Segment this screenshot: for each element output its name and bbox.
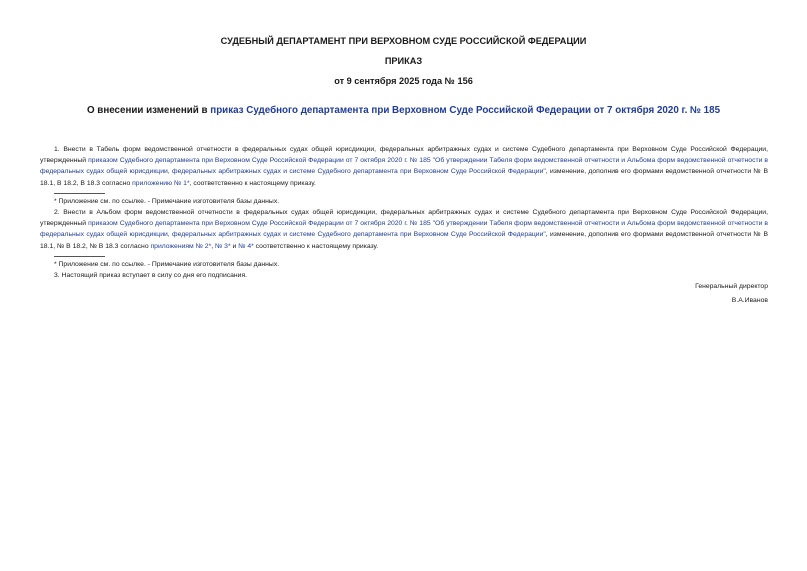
item-1-text-c: , соответственно к настоящему приказу. [189,179,316,187]
item-2-appendix-3-link[interactable]: № 3* [215,242,231,250]
signature-name: В.А.Иванов [731,297,768,304]
item-2-appendix-2-link[interactable]: приложениям № 2* [150,242,212,250]
date-number-heading: от 9 сентября 2025 года № 156 [334,76,473,86]
doc-title-link[interactable]: приказ Судебного департамента при Верховном Суде Российской Федерации от 7 октября 2020 г. № 185 [210,105,721,116]
footnote-separator-2 [54,256,105,257]
item-1-paragraph [40,144,768,189]
signature-position: Генеральный директор [695,283,768,290]
item-2-text-b: , изменение, дополнив его формами ведомственной отчетности № В 18.1, № В 18.2, № В 18.3 согласно [40,231,768,250]
item-1-order-link[interactable]: приказом Судебного департамента при Верховном Суде Российской Федерации от 7 октября 2020 г. № 185 "Об утверждении Табеля форм ведомственной отчетности и Альбома форм ведомственной отчетности в федеральных судах общей юрисдикции, федеральных арбитражных судах и системе Судебного департамента при Верховном Суде Российской Федерации" [40,157,768,176]
signature-block [695,280,768,308]
footnote-2: * Приложение см. по ссылке. - Примечание изготовителя базы данных. [54,261,280,268]
item-3-paragraph: 3. Настоящий приказ вступает в силу со дня его подписания. [54,272,248,279]
doc-title-prefix: О внесении изменений в [86,105,211,116]
item-1-text-a: 1. Внести в Табель форм ведомственной отчетности в федеральных судах общей юрисдикции, федеральных арбитражных судах и системе Судебного департамента при Верховном Суде Российской Федерации, утвержденный [40,146,768,165]
item-2-sep-2: и [230,242,239,250]
item-2-text-a: 2. Внести в Альбом форм ведомственной отчетности в федеральных судах общей юрисдикции, федеральных арбитражных судах и системе Судебного департамента при Верховном Суде Российской Федерации, утвержденный [40,209,768,228]
item-1-text-b: , изменение, дополнив его формами ведомственной отчетности № В 18.1, В 18.2, В 18.3 согласно [40,168,768,187]
item-1-appendix-link[interactable]: приложению № 1* [132,179,190,187]
doc-title [0,105,807,116]
department-heading: СУДЕБНЫЙ ДЕПАРТАМЕНТ ПРИ ВЕРХОВНОМ СУДЕ РОССИЙСКОЙ ФЕДЕРАЦИИ [220,36,587,46]
item-2-sep-1: , [211,242,215,250]
footnote-separator-1 [54,193,105,194]
item-2-paragraph [40,207,768,252]
doc-type-heading: ПРИКАЗ [384,56,423,66]
item-2-order-link[interactable]: приказом Судебного департамента при Верховном Суде Российской Федерации от 7 октября 2020 г. № 185 "Об утверждении Табеля форм ведомственной отчетности и Альбома форм ведомственной отчетности в федеральных судах общей юрисдикции, федеральных арбитражных судах и системе Судебного департамента при Верховном Суде Российской Федерации" [40,220,768,239]
item-2-text-c: соответственно к настоящему приказу. [253,242,379,250]
item-2-appendix-4-link[interactable]: № 4* [238,242,254,250]
footnote-1: * Приложение см. по ссылке. - Примечание изготовителя базы данных. [54,198,280,205]
